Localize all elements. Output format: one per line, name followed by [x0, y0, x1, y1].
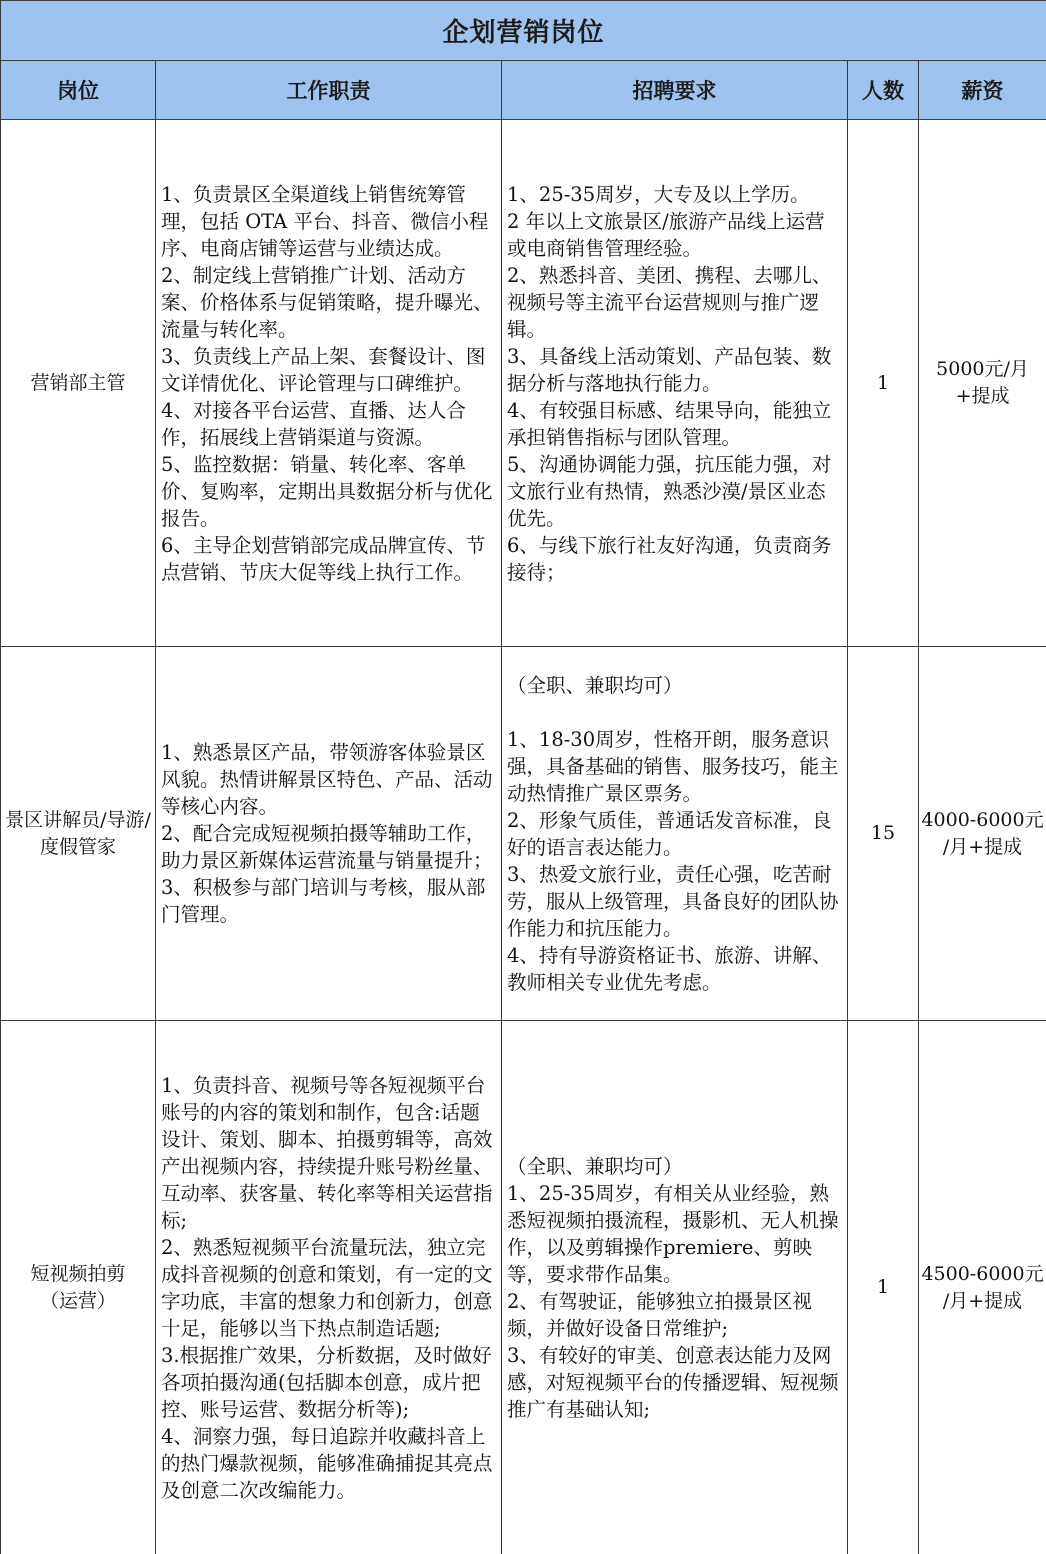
- table-row: [1, 647, 1046, 1021]
- requirements-cell: （全职、兼职均可） 1、18-30周岁，性格开朗，服务意识强，具备基础的销售、服务技巧，能主动热情推广景区票务。 2、形象气质佳，普通话发音标准，良好的语言表达能力。 3、热爱文旅行业，责任心强，吃苦耐劳，服从上级管理，具备良好的团队协作能力和抗压能力。 4、持有导游资格证书、旅游、讲解、教师相关专业优先考虑。: [502, 647, 848, 1021]
- table-title: 企划营销岗位: [1, 1, 1046, 61]
- position-cell: 短视频拍剪 （运营）: [1, 1021, 156, 1554]
- position-cell: 景区讲解员/导游/度假管家: [1, 647, 156, 1021]
- headcount-cell: 1: [848, 120, 919, 647]
- position-cell: 营销部主管: [1, 120, 156, 647]
- header-position: 岗位: [1, 61, 156, 120]
- table-row: [1, 1021, 1046, 1554]
- requirements-cell: （全职、兼职均可） 1、25-35周岁，有相关从业经验，熟悉短视频拍摄流程，摄影机、无人机操作，以及剪辑操作premiere、剪映等，要求带作品集。 2、有驾驶证，能够独立拍摄景区视频，并做好设备日常维护; 3、有较好的审美、创意表达能力及网感，对短视频平台的传播逻辑、短视频推广有基础认知;: [502, 1021, 848, 1554]
- duties-cell: 1、负责景区全渠道线上销售统筹管理，包括 OTA 平台、抖音、微信小程序、电商店铺等运营与业绩达成。 2、制定线上营销推广计划、活动方案、价格体系与促销策略，提升曝光、流量与转化率。 3、负责线上产品上架、套餐设计、图文详情优化、评论管理与口碑维护。 4、对接各平台运营、直播、达人合作，拓展线上营销渠道与资源。 5、监控数据：销量、转化率、客单价、复购率，定期出具数据分析与优化报告。 6、主导企划营销部完成品牌宣传、节点营销、节庆大促等线上执行工作。: [156, 120, 502, 647]
- header-duties: 工作职责: [156, 61, 502, 120]
- headcount-cell: 1: [848, 1021, 919, 1554]
- requirements-cell: 1、25-35周岁，大专及以上学历。 2 年以上文旅景区/旅游产品线上运营或电商销售管理经验。 2、熟悉抖音、美团、携程、去哪儿、视频号等主流平台运营规则与推广逻辑。 3、具备线上活动策划、产品包装、数据分析与落地执行能力。 4、有较强目标感、结果导向，能独立承担销售指标与团队管理。 5、沟通协调能力强，抗压能力强，对文旅行业有热情，熟悉沙漠/景区业态优先。 6、与线下旅行社友好沟通，负责商务接待；: [502, 120, 848, 647]
- salary-cell: 4500-6000元 /月+提成: [919, 1021, 1046, 1554]
- header-row: [1, 61, 1046, 120]
- table-row: [1, 120, 1046, 647]
- duties-cell: 1、负责抖音、视频号等各短视频平台账号的内容的策划和制作，包含:话题设计、策划、脚本、拍摄剪辑等，高效产出视频内容，持续提升账号粉丝量、互动率、获客量、转化率等相关运营指标; 2、熟悉短视频平台流量玩法，独立完成抖音视频的创意和策划，有一定的文字功底，丰富的想象力和创新力，创意十足，能够以当下热点制造话题; 3.根据推广效果，分析数据，及时做好各项拍摄沟通(包括脚本创意，成片把控、账号运营、数据分析等); 4、洞察力强，每日追踪并收藏抖音上的热门爆款视频，能够准确捕捉其亮点及创意二次改编能力。: [156, 1021, 502, 1554]
- header-headcount: 人数: [848, 61, 919, 120]
- duties-cell: 1、熟悉景区产品，带领游客体验景区风貌。热情讲解景区特色、产品、活动等核心内容。 2、配合完成短视频拍摄等辅助工作，助力景区新媒体运营流量与销量提升； 3、积极参与部门培训与考核，服从部门管理。: [156, 647, 502, 1021]
- headcount-cell: 15: [848, 647, 919, 1021]
- salary-cell: 4000-6000元 /月+提成: [919, 647, 1046, 1021]
- header-salary: 薪资: [919, 61, 1046, 120]
- salary-cell: 5000元/月 +提成: [919, 120, 1046, 647]
- header-requirements: 招聘要求: [502, 61, 848, 120]
